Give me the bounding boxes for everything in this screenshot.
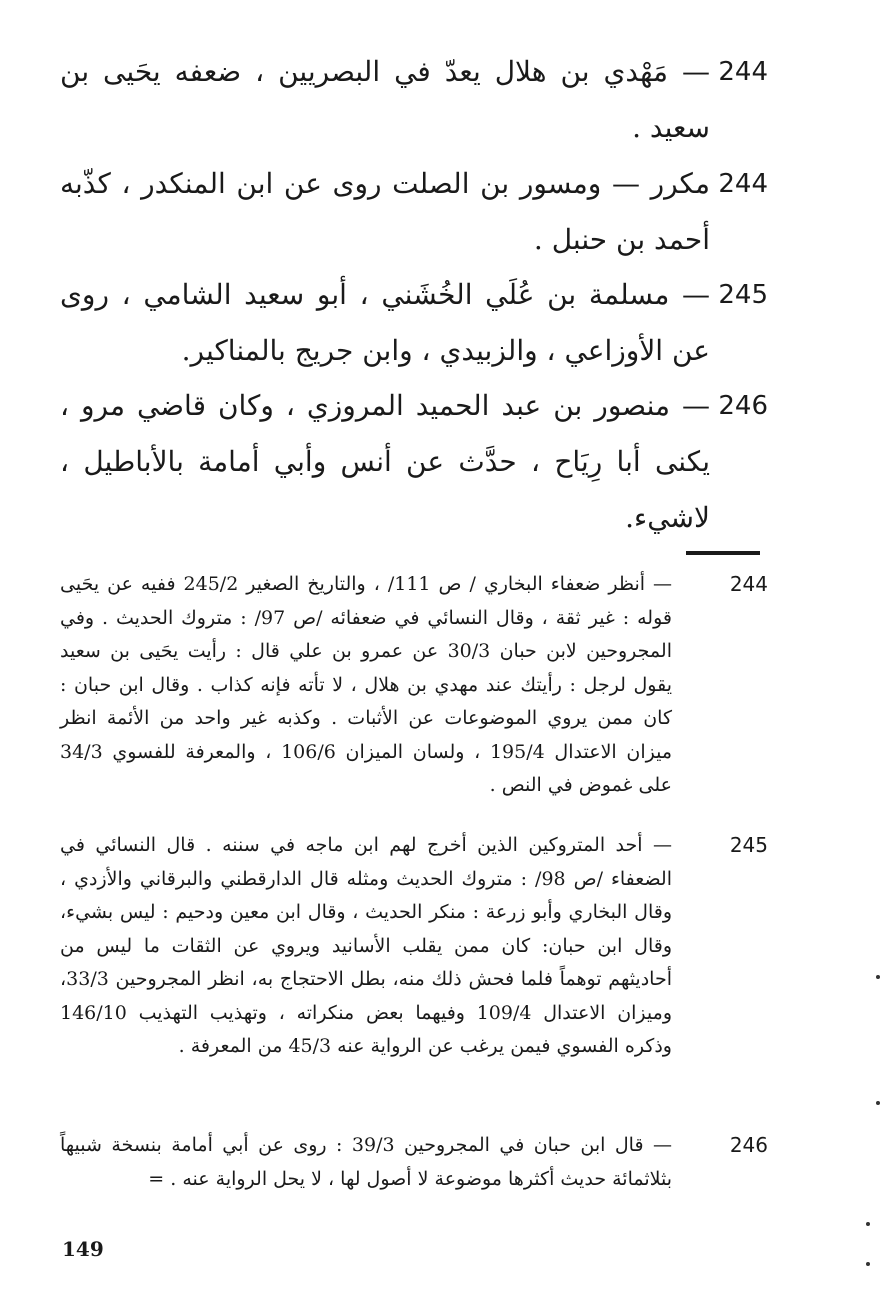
entry-number: 246 <box>718 391 768 421</box>
footnote-separator <box>686 551 760 555</box>
entry-number: 244 <box>718 57 768 87</box>
scan-speck <box>876 975 880 979</box>
footnote-246 <box>60 1129 768 1196</box>
scan-speck <box>866 1262 870 1266</box>
page-number: 149 <box>62 1237 104 1261</box>
footnote-text: — أحد المتروكين الذين أخرج لهم ابن ماجه في سننه . قال النسائي في الضعفاء /ص 98/ : متروك الحديث ومثله قال الدارقطني والبرقاني والأزدي ، وقال البخاري وأبو زرعة : منكر الحديث ، وقال ابن معين ودحيم : ليس بشيء، وقال ابن حبان: كان ممن يقلب الأسانيد ويروي عن الثقات ما ليس من أحاديثهم توهماً فلما فحش ذلك منه، بطل الاحتجاج به، انظر المجروحين 33/3، وميزان الاعتدال 109/4 وفيهما بعض منكراته ، وتهذيب التهذيب 146/10 وذكره الفسوي فيمن يرغب عن الرواية عنه 45/3 من المعرفة . <box>60 834 673 1057</box>
entry-246 <box>60 378 768 546</box>
entry-text: — مَهْدي بن هلال يعدّ في البصريين ، ضعفه يحَيى بن سعيد . <box>60 55 710 144</box>
entry-text: مكرر — ومسور بن الصلت روى عن ابن المنكدر ، كذّبه أحمد بن حنبل . <box>60 167 710 256</box>
entry-text: — منصور بن عبد الحميد المروزي ، وكان قاضي مرو ، يكنى أبا رِيَاح ، حدَّث عن أنس وأبي أمامة بالأباطيل ، لاشيء. <box>60 389 710 534</box>
footnote-244 <box>60 568 768 803</box>
entry-245 <box>60 267 768 379</box>
footnote-number: 244 <box>729 572 768 596</box>
footnote-number: 245 <box>729 833 768 857</box>
footnote-text: — قال ابن حبان في المجروحين 39/3 : روى عن أبي أمامة بنسخة شبيهاً بثلاثمائة حديث أكثرها موضوعة لا أصول لها ، لا يحل الرواية عنه . = <box>60 1134 672 1190</box>
entry-244 <box>60 44 768 156</box>
footnote-245 <box>60 829 768 1064</box>
entry-number: 244 <box>718 169 768 199</box>
footnote-text: — أنظر ضعفاء البخاري / ص 111/ ، والتاريخ الصغير 245/2 ففيه عن يحَيى قوله : غير ثقة ، وقال النسائي في ضعفائه /ص 97/ : متروك الحديث . وفي المجروحين لابن حبان 30/3 عن عمرو بن علي قال : رأيت يحَيى بن سعيد يقول لرجل : رأيتك عند مهدي بن هلال ، لا تأته فإنه كذاب . وقال ابن حبان : كان ممن يروي الموضوعات عن الأثبات . وكذبه غير واحد من الأئمة انظر ميزان الاعتدال 195/4 ، ولسان الميزان 106/6 ، والمعرفة للفسوي 34/3 على غموض في النص . <box>60 573 673 796</box>
scan-speck <box>866 1222 870 1226</box>
entry-244-repeat <box>60 156 768 268</box>
scan-speck <box>876 1101 880 1105</box>
entry-number: 245 <box>718 280 768 310</box>
footnote-number: 246 <box>729 1133 768 1157</box>
entry-text: — مسلمة بن عُلَي الخُشَني ، أبو سعيد الشامي ، روى عن الأوزاعي ، والزبيدي ، وابن جريج بالمناكير. <box>60 278 710 367</box>
